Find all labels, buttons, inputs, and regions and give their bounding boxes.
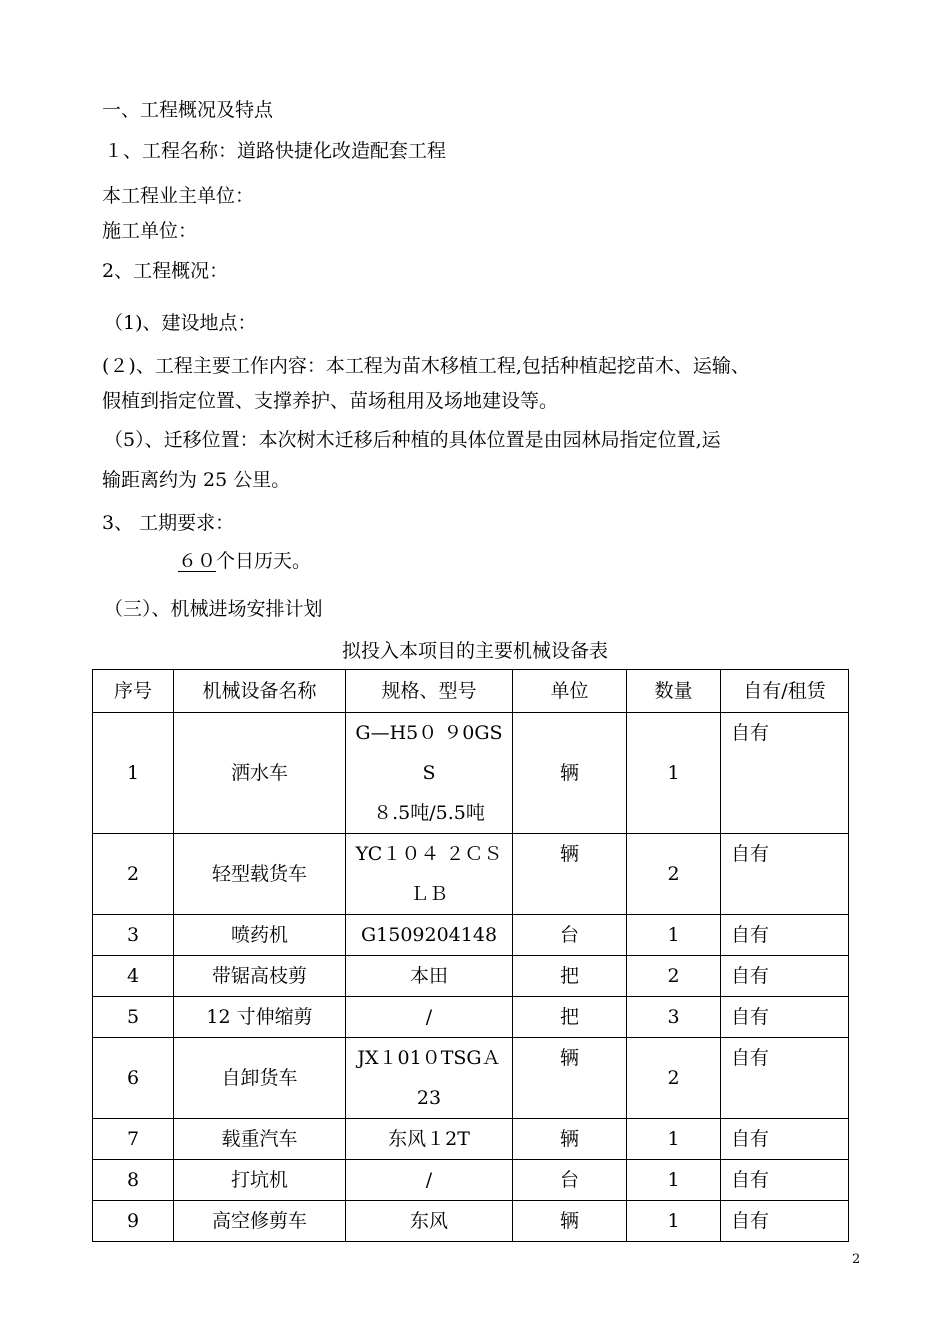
equipment-owner: 自有 <box>721 834 849 915</box>
row-number: 8 <box>93 1160 174 1201</box>
equipment-name: 喷药机 <box>174 915 346 956</box>
row-number: 6 <box>93 1038 174 1119</box>
header-cell: 规格、型号 <box>346 670 513 713</box>
equipment-unit: 辆 <box>513 713 627 834</box>
equipment-unit: 把 <box>513 997 627 1038</box>
table-row <box>93 1201 849 1242</box>
equipment-qty: 1 <box>627 713 721 834</box>
equipment-spec <box>346 1038 513 1119</box>
equipment-qty: 2 <box>627 834 721 915</box>
equipment-owner: 自有 <box>721 997 849 1038</box>
equipment-unit: 把 <box>513 956 627 997</box>
work-content-line1: (２)、工程主要工作内容：本工程为苗木移植工程,包括种植起挖苗木、运输、 <box>102 355 750 377</box>
row-number: 4 <box>93 956 174 997</box>
equipment-name: 带锯高枝剪 <box>174 956 346 997</box>
equipment-qty: 1 <box>627 1160 721 1201</box>
equipment-name: 12 寸伸缩剪 <box>174 997 346 1038</box>
header-cell: 机械设备名称 <box>174 670 346 713</box>
spec-line: ８.5吨/5.5吨 <box>373 802 485 824</box>
equipment-spec: G1509204148 <box>346 915 513 956</box>
table-row <box>93 915 849 956</box>
equipment-name: 高空修剪车 <box>174 1201 346 1242</box>
equipment-spec: / <box>346 1160 513 1201</box>
row-number: 7 <box>93 1119 174 1160</box>
duration-line <box>178 548 311 574</box>
row-number: 2 <box>93 834 174 915</box>
header-cell: 数量 <box>627 670 721 713</box>
equipment-spec: 本田 <box>346 956 513 997</box>
equipment-unit: 台 <box>513 1160 627 1201</box>
equipment-qty: 1 <box>627 1119 721 1160</box>
header-cell: 单位 <box>513 670 627 713</box>
duration-suffix: 个日历天。 <box>216 550 312 572</box>
duration-value: ６０ <box>178 550 217 572</box>
equipment-table <box>92 669 849 1242</box>
relocation-line2: 输距离约为 25 公里。 <box>102 469 291 491</box>
section-title: 一、工程概况及特点 <box>102 99 274 121</box>
relocation-line1: （5）、迁移位置：本次树木迁移后种植的具体位置是由园林局指定位置,运 <box>104 429 721 451</box>
row-number: 1 <box>93 713 174 834</box>
table-row <box>93 997 849 1038</box>
construction-location: （1)、建设地点： <box>104 312 257 334</box>
plan-title: （三）、机械进场安排计划 <box>104 598 323 620</box>
equipment-name: 自卸货车 <box>174 1038 346 1119</box>
spec-line: ＬＢ <box>409 883 448 905</box>
equipment-spec <box>346 834 513 915</box>
equipment-unit: 辆 <box>513 1119 627 1160</box>
spec-line: 23 <box>416 1087 442 1109</box>
equipment-qty: 1 <box>627 915 721 956</box>
project-overview: 2、工程概况： <box>102 260 229 282</box>
table-row <box>93 1038 849 1119</box>
spec-line: JX１01０TSGＡ <box>357 1047 501 1069</box>
equipment-name: 轻型载货车 <box>174 834 346 915</box>
equipment-spec: / <box>346 997 513 1038</box>
equipment-owner: 自有 <box>721 1160 849 1201</box>
equipment-qty: 3 <box>627 997 721 1038</box>
duration-heading: 3、 工期要求： <box>102 512 235 534</box>
row-number: 9 <box>93 1201 174 1242</box>
spec-line: YC１０４ ２ＣＳ <box>355 843 503 865</box>
equipment-unit: 辆 <box>513 834 627 915</box>
table-header-row <box>93 670 849 713</box>
equipment-unit: 辆 <box>513 1038 627 1119</box>
equipment-name: 打坑机 <box>174 1160 346 1201</box>
table-row <box>93 1119 849 1160</box>
equipment-qty: 2 <box>627 1038 721 1119</box>
spec-line: G—H5０ ９0GS <box>355 722 503 744</box>
owner-unit: 本工程业主单位： <box>102 185 255 207</box>
equipment-spec <box>346 713 513 834</box>
equipment-name: 洒水车 <box>174 713 346 834</box>
work-content-line2: 假植到指定位置、支撑养护、苗场租用及场地建设等。 <box>102 390 559 412</box>
equipment-owner: 自有 <box>721 1201 849 1242</box>
table-row <box>93 834 849 915</box>
row-number: 3 <box>93 915 174 956</box>
equipment-owner: 自有 <box>721 1119 849 1160</box>
equipment-owner: 自有 <box>721 1038 849 1119</box>
equipment-owner: 自有 <box>721 915 849 956</box>
page-number: 2 <box>852 1252 861 1267</box>
equipment-owner: 自有 <box>721 956 849 997</box>
header-cell: 序号 <box>93 670 174 713</box>
table-row <box>93 956 849 997</box>
equipment-qty: 1 <box>627 1201 721 1242</box>
equipment-qty: 2 <box>627 956 721 997</box>
equipment-unit: 台 <box>513 915 627 956</box>
row-number: 5 <box>93 997 174 1038</box>
table-row <box>93 1160 849 1201</box>
equipment-name: 载重汽车 <box>174 1119 346 1160</box>
equipment-unit: 辆 <box>513 1201 627 1242</box>
table-title: 拟投入本项目的主要机械设备表 <box>341 640 608 662</box>
equipment-owner: 自有 <box>721 713 849 834</box>
spec-line: S <box>422 762 436 784</box>
equipment-spec: 东风１2T <box>346 1119 513 1160</box>
equipment-spec: 东风 <box>346 1201 513 1242</box>
project-name: １、工程名称：道路快捷化改造配套工程 <box>104 140 447 162</box>
header-cell: 自有/租赁 <box>721 670 849 713</box>
builder-unit: 施工单位： <box>102 220 198 242</box>
table-row <box>93 713 849 834</box>
